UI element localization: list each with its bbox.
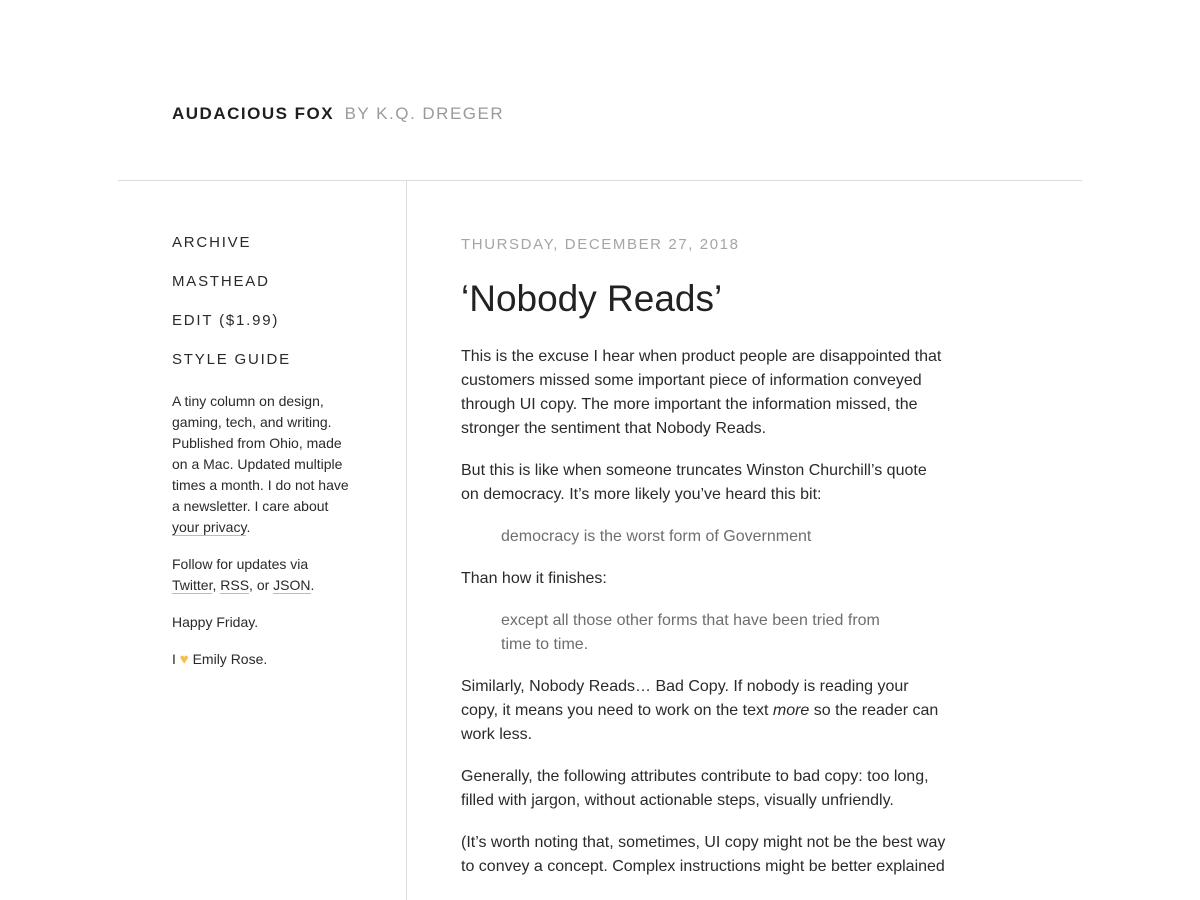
article-paragraph: But this is like when someone truncates Winston Churchill’s quote on democracy. It’s more likely you’ve heard this bit: (461, 462, 927, 503)
nav-item (172, 312, 352, 331)
nav-item (172, 234, 352, 253)
rss-link[interactable]: RSS (220, 577, 250, 593)
site-header (172, 104, 504, 132)
follow-comma: , (212, 577, 221, 593)
site-title-link[interactable]: AUDACIOUS FOX (172, 104, 335, 123)
follow-period: . (310, 577, 315, 593)
heart-icon: ♥ (179, 651, 189, 668)
love-name: Emily Rose. (192, 651, 268, 667)
article-paragraph (461, 675, 946, 747)
follow-paragraph (172, 554, 352, 596)
nav-edit-link[interactable]: EDIT ($1.99) (172, 312, 280, 329)
column-divider (406, 181, 407, 900)
about-text: A tiny column on design, gaming, tech, and writing. Published from Ohio, made on a Mac. Updated multiple times a month. I do not have a newsletter. I care about (172, 393, 349, 514)
about-period: . (246, 519, 251, 535)
nav-archive-link[interactable]: ARCHIVE (172, 234, 252, 251)
sidebar-about (172, 391, 352, 670)
article-paragraph: Generally, the following attributes contribute to bad copy: too long, filled with jargon, without actionable steps, visually unfriendly. (461, 768, 929, 809)
nav-item (172, 351, 352, 370)
love-prefix: I (172, 651, 176, 667)
header-divider (118, 180, 1082, 181)
p4-emphasis: more (772, 702, 810, 719)
site-byline: BY K.Q. DREGER (344, 104, 505, 123)
article-paragraph: This is the excuse I hear when product people are disappointed that customers missed some important piece of information conveyed through UI copy. The more important the information missed, the stronger the sentiment that Nobody Reads. (461, 348, 942, 437)
sidebar (172, 234, 352, 686)
article-date: THURSDAY, DECEMBER 27, 2018 (461, 236, 740, 253)
article-quote: democracy is the worst form of Government (501, 528, 812, 545)
twitter-link[interactable]: Twitter (172, 577, 213, 593)
article-body (461, 345, 946, 879)
p4-after: so the reader can work less. (461, 702, 939, 743)
article-quote: except all those other forms that have been tried from time to time. (501, 612, 880, 653)
follow-or: , or (249, 577, 274, 593)
privacy-link[interactable]: your privacy (172, 519, 247, 535)
article-paragraph: (It’s worth noting that, sometimes, UI copy might not be the best way to convey a concept. Complex instructions might be better explained (461, 834, 946, 875)
nav-masthead-link[interactable]: MASTHEAD (172, 273, 270, 290)
about-paragraph (172, 391, 352, 538)
sidebar-nav (172, 234, 352, 370)
nav-style-guide-link[interactable]: STYLE GUIDE (172, 351, 291, 368)
article (461, 236, 946, 897)
nav-item (172, 273, 352, 292)
follow-text: Follow for updates via (172, 556, 309, 572)
json-link[interactable]: JSON (273, 577, 311, 593)
love-line (172, 649, 352, 670)
greeting: Happy Friday. (172, 614, 259, 630)
p4-before: Similarly, Nobody Reads… Bad Copy. If nobody is reading your copy, it means you need to work on the text (461, 678, 909, 719)
article-paragraph: Than how it finishes: (461, 570, 607, 587)
article-title: ‘Nobody Reads’ (461, 278, 723, 319)
